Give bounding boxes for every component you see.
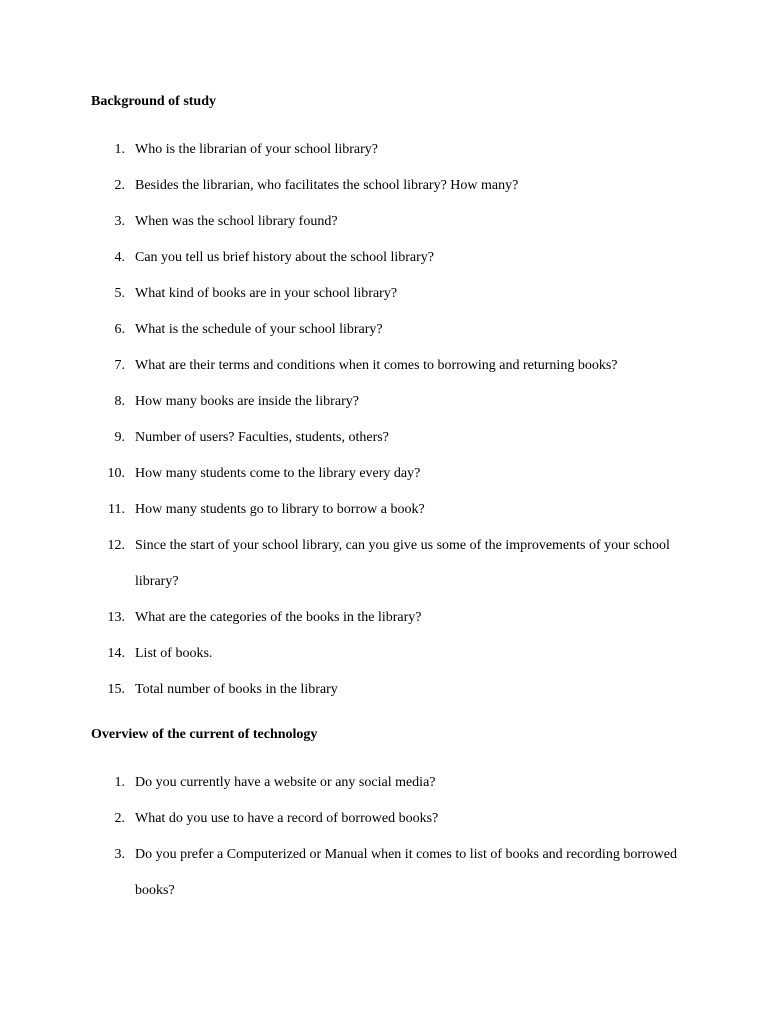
list-item-number: 2. <box>114 178 125 193</box>
list-item <box>0 213 768 231</box>
list-item <box>0 357 768 375</box>
list-item-text: What is the schedule of your school library? <box>135 322 383 337</box>
list-item-number: 6. <box>114 322 125 337</box>
list-item <box>0 177 768 195</box>
list-item-text: Since the start of your school library, can you give us some of the improvements of your school library? <box>135 538 670 589</box>
list-item-number: 12. <box>107 538 125 553</box>
list-item <box>0 681 768 699</box>
list-item <box>0 141 768 159</box>
list-item-text: Do you currently have a website or any social media? <box>135 775 436 790</box>
list-item-text: Besides the librarian, who facilitates the school library? How many? <box>135 178 519 193</box>
list-item-number: 2. <box>114 811 125 826</box>
list-item <box>0 537 768 591</box>
list-item-text: What are the categories of the books in the library? <box>135 610 422 625</box>
list-item-text: Can you tell us brief history about the school library? <box>135 250 434 265</box>
list-item-number: 1. <box>114 775 125 790</box>
list-item-number: 14. <box>107 646 125 661</box>
list-item <box>0 429 768 447</box>
list-item-number: 10. <box>107 466 125 481</box>
list-item <box>0 249 768 267</box>
list-item-text: How many students come to the library every day? <box>135 466 421 481</box>
list-item <box>0 810 768 828</box>
section-heading-technology: Overview of the current of technology <box>91 727 318 742</box>
list-item-text: Who is the librarian of your school library? <box>135 142 378 157</box>
list-item-number: 8. <box>114 394 125 409</box>
list-item-number: 9. <box>114 430 125 445</box>
list-item <box>0 393 768 411</box>
list-item-number: 3. <box>114 214 125 229</box>
list-item-text: Total number of books in the library <box>135 682 338 697</box>
background-question-list <box>0 141 768 699</box>
list-item-text: Do you prefer a Computerized or Manual when it comes to list of books and recording borrowed books? <box>135 847 677 898</box>
list-item-text: How many students go to library to borrow a book? <box>135 502 425 517</box>
list-item-number: 1. <box>114 142 125 157</box>
section-heading-background: Background of study <box>91 94 217 109</box>
list-item-number: 5. <box>114 286 125 301</box>
list-item-text: When was the school library found? <box>135 214 338 229</box>
list-item <box>0 321 768 339</box>
list-item-number: 3. <box>114 847 125 862</box>
list-item <box>0 609 768 627</box>
list-item-text: How many books are inside the library? <box>135 394 359 409</box>
list-item <box>0 846 768 900</box>
list-item <box>0 285 768 303</box>
technology-question-list <box>0 774 768 900</box>
list-item-text: List of books. <box>135 646 213 661</box>
list-item-text: What kind of books are in your school library? <box>135 286 398 301</box>
list-item-text: What are their terms and conditions when it comes to borrowing and returning books? <box>135 358 618 373</box>
list-item-text: What do you use to have a record of borrowed books? <box>135 811 439 826</box>
list-item-number: 11. <box>108 502 125 517</box>
list-item-number: 4. <box>114 250 125 265</box>
list-item-number: 15. <box>107 682 125 697</box>
list-item <box>0 501 768 519</box>
list-item-number: 7. <box>114 358 125 373</box>
list-item-text: Number of users? Faculties, students, others? <box>135 430 389 445</box>
list-item <box>0 645 768 663</box>
list-item <box>0 465 768 483</box>
list-item-number: 13. <box>107 610 125 625</box>
list-item <box>0 774 768 792</box>
